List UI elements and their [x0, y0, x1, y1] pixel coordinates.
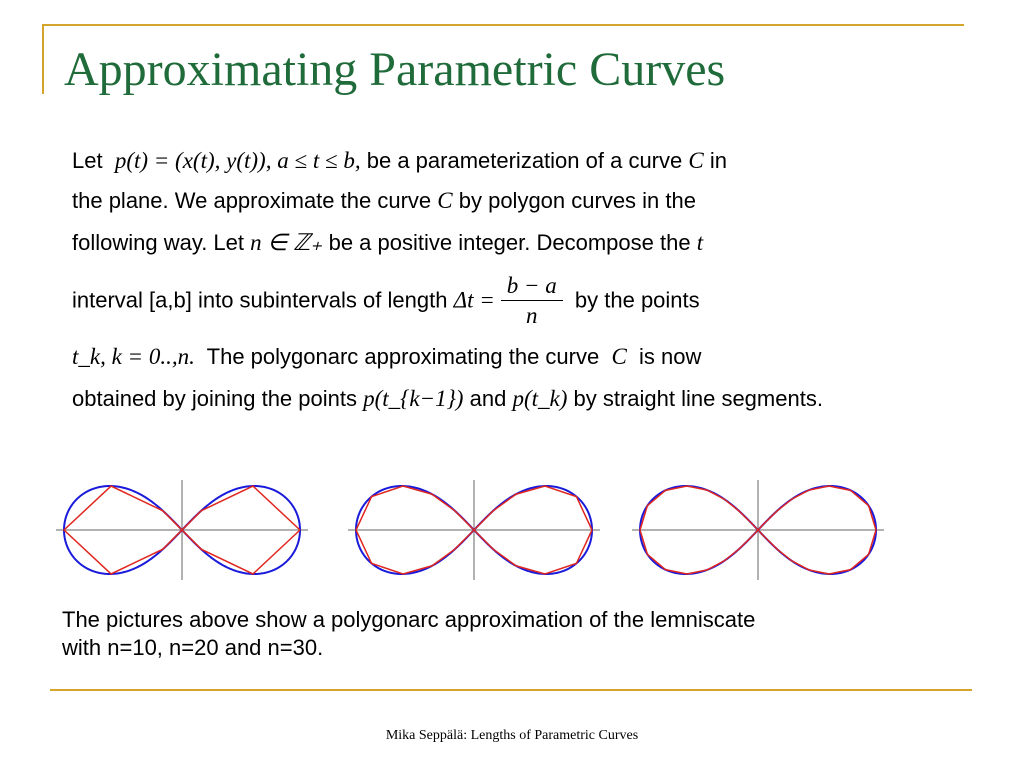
math-p-tk: p(t_k) — [512, 386, 568, 411]
para-line-2 — [72, 188, 696, 214]
math-fraction — [501, 274, 563, 329]
math-curve-c-2: C — [437, 188, 453, 213]
text-line3-b: be a positive integer. Decompose the — [328, 230, 691, 255]
math-p-tk-minus-1: p(t_{k−1}) — [363, 386, 464, 411]
caption-n30: n=30. — [267, 635, 324, 660]
text-line6-b: by straight line segments. — [573, 386, 823, 411]
lemniscate-figure-n30 — [632, 480, 884, 580]
caption-n20: n=20 and — [169, 635, 262, 660]
accent-vertical-bar — [42, 24, 44, 94]
math-parameterization: p(t) = (x(t), y(t)), a ≤ t ≤ b, — [114, 148, 361, 173]
fraction-numerator: b − a — [501, 274, 563, 301]
text-line5-b: The polygonarc approximating the curve — [206, 344, 600, 369]
math-curve-c-3: C — [611, 344, 627, 369]
text-in: in — [709, 148, 727, 173]
para-line-4 — [72, 274, 700, 329]
fraction-denominator: n — [526, 303, 538, 328]
figure-caption — [62, 606, 755, 662]
text-line6-a: obtained by joining the points — [72, 386, 357, 411]
slide-title: Approximating Parametric Curves — [64, 43, 726, 96]
lemniscate-figure-n10 — [56, 480, 308, 580]
text-and: and — [469, 386, 507, 411]
text-line4-a: interval [a,b] into subintervals of length — [72, 287, 448, 313]
accent-top-rule — [42, 24, 964, 26]
caption-with: with — [62, 635, 102, 660]
text-line5-c: is now — [639, 344, 702, 369]
text-line4-b: by the points — [574, 287, 700, 313]
lemniscate-figure-n20 — [348, 480, 600, 580]
math-t: t — [696, 230, 704, 255]
caption-line-1: The pictures above show a polygonarc approximation of the lemniscate — [62, 607, 756, 632]
para-line-5 — [72, 344, 701, 370]
math-tk-list: t_k, k = 0..,n. — [72, 344, 195, 369]
slide-footer: Mika Seppälä: Lengths of Parametric Curves — [385, 728, 639, 743]
math-curve-c-1: C — [688, 148, 704, 173]
para-line-3 — [72, 230, 703, 256]
text-line1-rest: be a parameterization of a curve — [366, 148, 683, 173]
text-line2-b: by polygon curves in the — [458, 188, 696, 213]
caption-n10: n=10, — [107, 635, 163, 660]
para-line-6 — [72, 386, 823, 412]
math-delta-t: Δt = — [453, 287, 495, 313]
text-line3-a: following way. Let — [72, 230, 245, 255]
para-line-1 — [72, 148, 727, 174]
math-n-in-z: n ∈ ℤ₊ — [250, 230, 323, 255]
text-let: Let — [72, 148, 103, 173]
caption-line-2 — [62, 634, 755, 662]
accent-bottom-rule — [50, 689, 972, 691]
text-line2-a: the plane. We approximate the curve — [72, 188, 432, 213]
